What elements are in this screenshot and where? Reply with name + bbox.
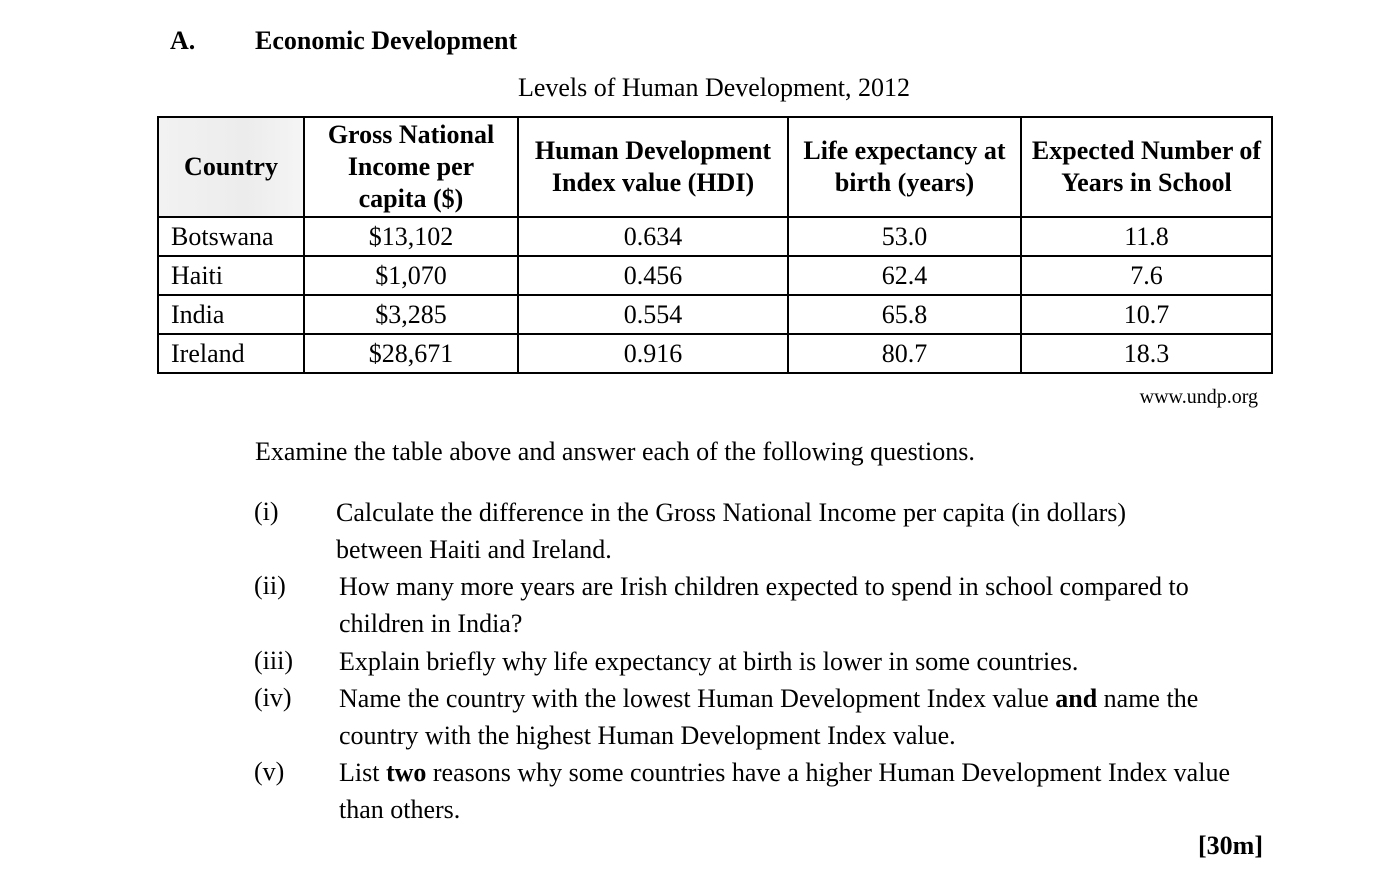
- question-text: [339, 643, 1269, 680]
- question-text-part: reasons why some countries have a higher Human Development Index value than others.: [339, 758, 1230, 824]
- question-text-part: Name the country with the lowest Human Development Index value: [339, 684, 1056, 713]
- cell-gni: $28,671: [304, 334, 518, 373]
- section-letter: A.: [170, 26, 196, 55]
- cell-hdi: 0.916: [518, 334, 788, 373]
- table-title: Levels of Human Development, 2012: [517, 73, 911, 102]
- cell-life-expectancy: 62.4: [788, 256, 1021, 295]
- instruction-text: Examine the table above and answer each of the following questions.: [255, 437, 975, 466]
- cell-life-expectancy: 80.7: [788, 334, 1021, 373]
- cell-years-in-school: 11.8: [1021, 217, 1272, 256]
- table-row: [158, 256, 1272, 295]
- question-text-part: Explain briefly why life expectancy at birth is lower in some countries.: [339, 647, 1079, 676]
- question-text-part: List: [339, 758, 386, 787]
- cell-gni: $13,102: [304, 217, 518, 256]
- question-text: [339, 754, 1244, 828]
- cell-country: Botswana: [158, 217, 304, 256]
- header-hdi: Human Development Index value (HDI): [518, 117, 788, 217]
- section-title: Economic Development: [255, 26, 518, 55]
- cell-years-in-school: 7.6: [1021, 256, 1272, 295]
- cell-hdi: 0.634: [518, 217, 788, 256]
- cell-hdi: 0.554: [518, 295, 788, 334]
- question-text-part: name the country with the highest Human Development Index value.: [339, 684, 1199, 750]
- question-number: (v): [254, 757, 285, 786]
- question-emphasis: two: [385, 758, 427, 787]
- header-gni: Gross National Income per capita ($): [304, 117, 518, 217]
- header-years-in-school: Expected Number of Years in School: [1021, 117, 1272, 217]
- cell-hdi: 0.456: [518, 256, 788, 295]
- cell-years-in-school: 18.3: [1021, 334, 1272, 373]
- question-text: [339, 568, 1269, 642]
- question-emphasis: and: [1055, 684, 1098, 713]
- header-life-expectancy: Life expectancy at birth (years): [788, 117, 1021, 217]
- question-text-part: Calculate the difference in the Gross National Income per capita (in dollars) between Haiti and Ireland.: [336, 498, 1127, 564]
- hdi-table: [157, 116, 1273, 374]
- marks-label: [30m]: [1198, 831, 1263, 860]
- question-number: (i): [254, 497, 279, 526]
- table-row: [158, 217, 1272, 256]
- table-row: [158, 295, 1272, 334]
- question-number: (iii): [254, 646, 293, 675]
- source-citation: www.undp.org: [1139, 386, 1258, 408]
- question-text: [339, 680, 1239, 754]
- question-number: (iv): [254, 683, 292, 712]
- cell-country: India: [158, 295, 304, 334]
- cell-life-expectancy: 65.8: [788, 295, 1021, 334]
- cell-country: Haiti: [158, 256, 304, 295]
- table-row: [158, 334, 1272, 373]
- table-header-row: [158, 117, 1272, 217]
- header-country: Country: [158, 117, 304, 217]
- question-text: [336, 494, 1216, 568]
- cell-gni: $1,070: [304, 256, 518, 295]
- cell-years-in-school: 10.7: [1021, 295, 1272, 334]
- question-text-part: How many more years are Irish children expected to spend in school compared to children in India?: [339, 572, 1189, 638]
- cell-life-expectancy: 53.0: [788, 217, 1021, 256]
- question-number: (ii): [254, 571, 286, 600]
- cell-country: Ireland: [158, 334, 304, 373]
- cell-gni: $3,285: [304, 295, 518, 334]
